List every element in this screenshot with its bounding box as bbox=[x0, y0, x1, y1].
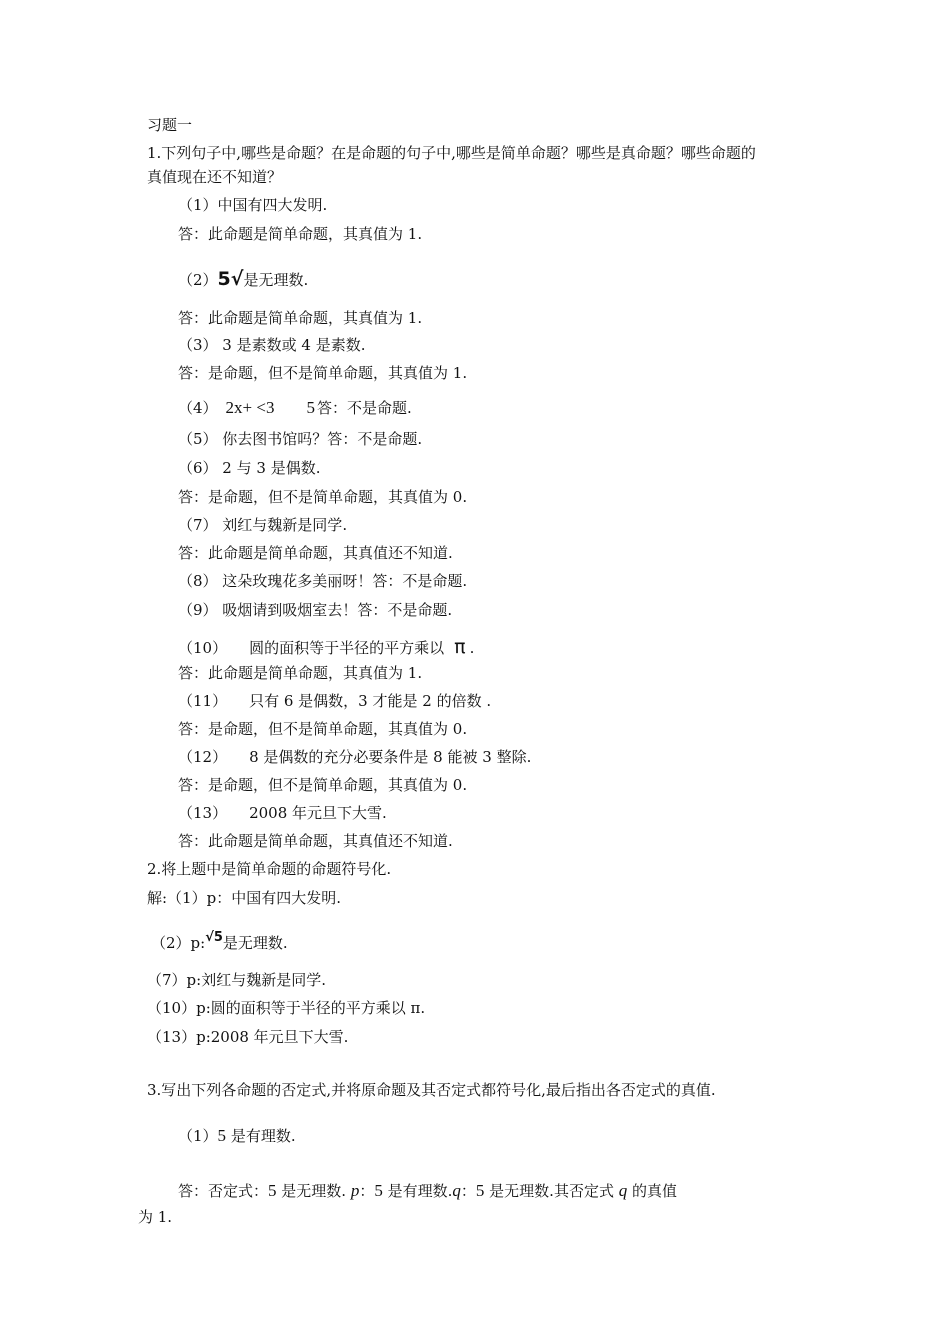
item-number: （2） bbox=[178, 271, 218, 289]
answer-text: 是无理数.其否定式 bbox=[484, 1182, 619, 1200]
q1-item-12 bbox=[178, 750, 531, 765]
symbol-q: q bbox=[618, 1181, 628, 1200]
item-number: （12） bbox=[178, 748, 228, 766]
number-five: 5 bbox=[475, 1181, 485, 1200]
answer-text: 是有理数. bbox=[382, 1182, 453, 1200]
inequality-constant: 5 bbox=[306, 398, 315, 417]
item-number: （13） bbox=[178, 804, 228, 822]
q1-item-10 bbox=[178, 638, 474, 657]
q2-solution-1: 解:（1）p：中国有四大发明. bbox=[147, 889, 341, 907]
symbol-q: q bbox=[452, 1181, 461, 1200]
item-text: 是有理数. bbox=[226, 1127, 296, 1145]
number-five: 5 bbox=[268, 1181, 277, 1200]
sqrt5-symbol: √5 bbox=[205, 930, 223, 945]
q3-answer-line1 bbox=[178, 1182, 677, 1199]
q3-prompt: 3.写出下列各命题的否定式,并将原命题及其否定式都符号化,最后指出各否定式的真值. bbox=[147, 1081, 716, 1099]
q1-answer-12: 答：是命题，但不是简单命题，其真值为 0. bbox=[178, 776, 468, 794]
q1-answer-2: 答：此命题是简单命题，其真值为 1. bbox=[178, 309, 423, 327]
q1-answer-3: 答：是命题，但不是简单命题，其真值为 1. bbox=[178, 364, 468, 382]
q2-solution-13: （13）p:2008 年元旦下大雪. bbox=[147, 1028, 349, 1046]
item-text: 圆的面积等于半径的平方乘以 bbox=[249, 639, 445, 657]
item-text: 是无理数. bbox=[222, 934, 288, 952]
q2-solution-2 bbox=[151, 930, 288, 952]
colon: ： bbox=[359, 1182, 375, 1200]
colon: ： bbox=[460, 1182, 476, 1200]
q1-answer-11: 答：是命题，但不是简单命题，其真值为 0. bbox=[178, 720, 468, 738]
q1-answer-7: 答：此命题是简单命题，其真值还不知道. bbox=[178, 544, 453, 562]
q1-item-7: （7） 刘红与魏新是同学. bbox=[178, 516, 348, 534]
q2-prompt: 2.将上题中是简单命题的命题符号化. bbox=[147, 860, 392, 878]
q2-solution-7: （7）p:刘红与魏新是同学. bbox=[147, 971, 326, 989]
item-answer: 答：不是命题. bbox=[316, 399, 412, 417]
number-five: 5 bbox=[374, 1181, 383, 1200]
symbol-p: p bbox=[350, 1181, 360, 1200]
item-number: （11） bbox=[178, 692, 228, 710]
q1-answer-13: 答：此命题是简单命题，其真值还不知道. bbox=[178, 832, 453, 850]
item-text: 8 是偶数的充分必要条件是 8 能被 3 整除. bbox=[249, 748, 532, 766]
q1-item-4 bbox=[178, 399, 412, 416]
q1-answer-1: 答：此命题是简单命题，其真值为 1. bbox=[178, 225, 423, 243]
sqrt5-symbol: 5√ bbox=[217, 268, 244, 290]
q3-item-1 bbox=[178, 1127, 296, 1144]
q2-solution-10: （10）p:圆的面积等于半径的平方乘以 π. bbox=[147, 999, 426, 1017]
number-five: 5 bbox=[217, 1126, 227, 1145]
q1-answer-10: 答：此命题是简单命题，其真值为 1. bbox=[178, 664, 423, 682]
item-number: （4） bbox=[178, 399, 218, 417]
answer-prefix: 答：否定式： bbox=[178, 1182, 269, 1200]
answer-text: 的真值 bbox=[627, 1182, 677, 1200]
exercise-title: 习题一 bbox=[147, 116, 193, 134]
q1-item-1: （1）中国有四大发明. bbox=[178, 196, 328, 214]
q1-item-5: （5） 你去图书馆吗？答：不是命题. bbox=[178, 430, 423, 448]
inequality-expression: 2x+ <3 bbox=[225, 398, 275, 417]
item-text: 是无理数. bbox=[243, 271, 309, 289]
q1-item-8: （8） 这朵玫瑰花多美丽呀！答：不是命题. bbox=[178, 572, 468, 590]
q1-prompt-line1: 1.下列句子中,哪些是命题？在是命题的句子中,哪些是简单命题？哪些是真命题？哪些命题的 bbox=[147, 144, 756, 162]
q3-answer-line2: 为 1. bbox=[138, 1208, 173, 1226]
item-period: . bbox=[469, 639, 475, 657]
item-text: 只有 6 是偶数，3 才能是 2 的倍数 . bbox=[249, 692, 492, 710]
q1-item-13 bbox=[178, 806, 387, 821]
q1-answer-6: 答：是命题，但不是简单命题，其真值为 0. bbox=[178, 488, 468, 506]
pi-symbol: π bbox=[454, 636, 466, 658]
item-number: （2）p: bbox=[151, 934, 206, 952]
q1-item-6: （6） 2 与 3 是偶数. bbox=[178, 459, 321, 477]
item-number: （10） bbox=[178, 639, 228, 657]
q1-item-2 bbox=[178, 270, 308, 289]
item-text: 2008 年元旦下大雪. bbox=[249, 804, 387, 822]
answer-text: 是无理数. bbox=[276, 1182, 351, 1200]
q1-item-11 bbox=[178, 694, 491, 709]
item-number: （1） bbox=[178, 1127, 218, 1145]
q1-item-9: （9） 吸烟请到吸烟室去！答：不是命题. bbox=[178, 601, 453, 619]
q1-item-3: （3） 3 是素数或 4 是素数. bbox=[178, 336, 366, 354]
q1-prompt-line2: 真值现在还不知道？ bbox=[147, 168, 283, 186]
